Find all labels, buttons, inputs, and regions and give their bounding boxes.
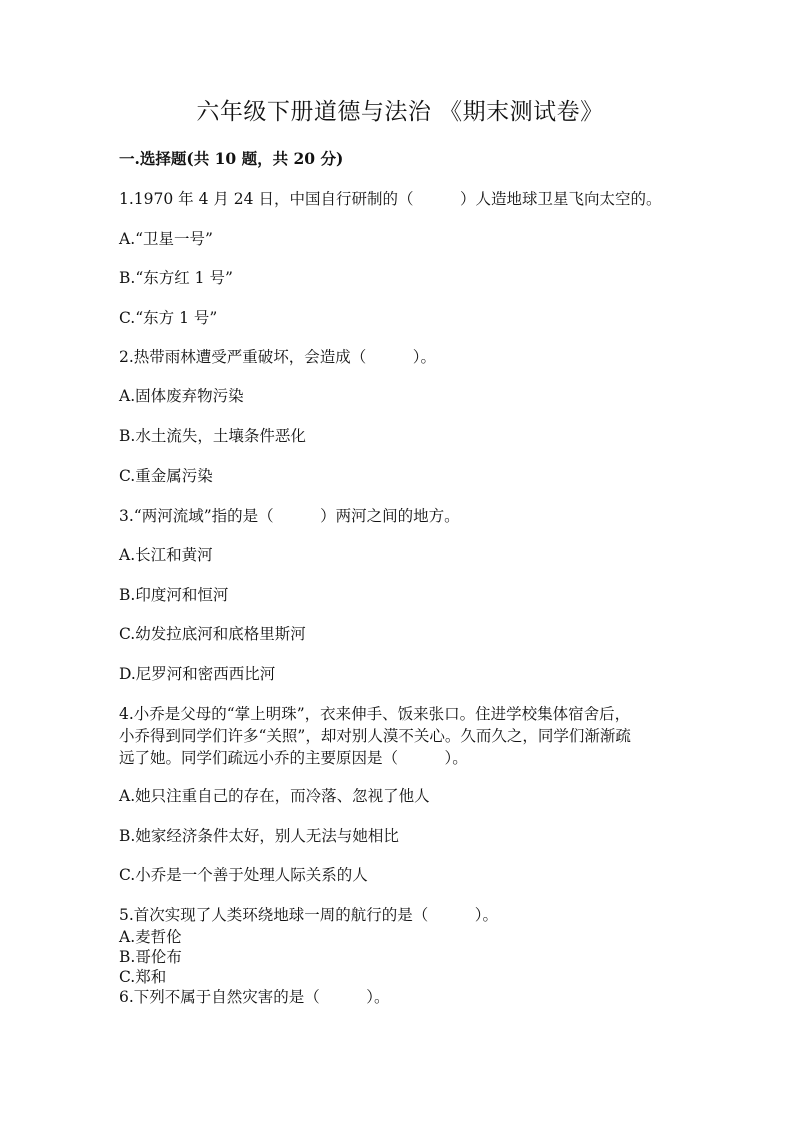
- question-4-option-b: B.她家经济条件太好，别人无法与她相比: [119, 827, 399, 845]
- question-3-stem: 3.“两河流域”指的是（ ）两河之间的地方。: [119, 507, 460, 525]
- question-2-stem: 2.热带雨林遭受严重破坏，会造成（ ）。: [119, 348, 437, 366]
- question-1-option-b: B.“东方红 1 号”: [119, 269, 233, 287]
- document-title: 六年级下册道德与法治 《期末测试卷》: [196, 99, 604, 125]
- question-4-stem-line-3: 远了她。同学们疏远小乔的主要原因是（ ）。: [119, 749, 468, 767]
- question-2-option-c: C.重金属污染: [119, 467, 213, 485]
- question-4-option-c: C.小乔是一个善于处理人际关系的人: [119, 866, 368, 884]
- question-2-option-a: A.固体废弃物污染: [119, 387, 244, 405]
- question-5-stem: 5.首次实现了人类环绕地球一周的航行的是（ ）。: [119, 906, 499, 924]
- question-4-stem-line-1: 4.小乔是父母的“掌上明珠”，衣来伸手、饭来张口。住进学校集体宿舍后，: [119, 705, 631, 723]
- question-3-option-d: D.尼罗河和密西西比河: [119, 665, 276, 683]
- question-5-option-c: C.郑和: [119, 968, 167, 986]
- question-3-option-b: B.印度河和恒河: [119, 586, 229, 604]
- section-heading: 一.选择题(共 10 题，共 20 分): [119, 149, 344, 168]
- question-4-option-a: A.她只注重自己的存在，而冷落、忽视了他人: [119, 787, 430, 805]
- question-5-option-b: B.哥伦布: [119, 948, 182, 966]
- question-1-stem: 1.1970 年 4 月 24 日，中国自行研制的（ ）人造地球卫星飞向太空的。: [119, 190, 662, 208]
- question-3-option-c: C.幼发拉底河和底格里斯河: [119, 625, 306, 643]
- question-2-option-b: B.水土流失，土壤条件恶化: [119, 427, 306, 445]
- question-1-option-c: C.“东方 1 号”: [119, 309, 218, 327]
- question-4-stem-line-2: 小乔得到同学们许多“关照”，却对别人漠不关心。久而久之，同学们渐渐疏: [119, 727, 631, 745]
- question-1-option-a: A.“卫星一号”: [119, 230, 213, 248]
- question-5-option-a: A.麦哲伦: [119, 928, 182, 946]
- question-6-stem: 6.下列不属于自然灾害的是（ ）。: [119, 988, 390, 1006]
- question-3-option-a: A.长江和黄河: [119, 546, 213, 564]
